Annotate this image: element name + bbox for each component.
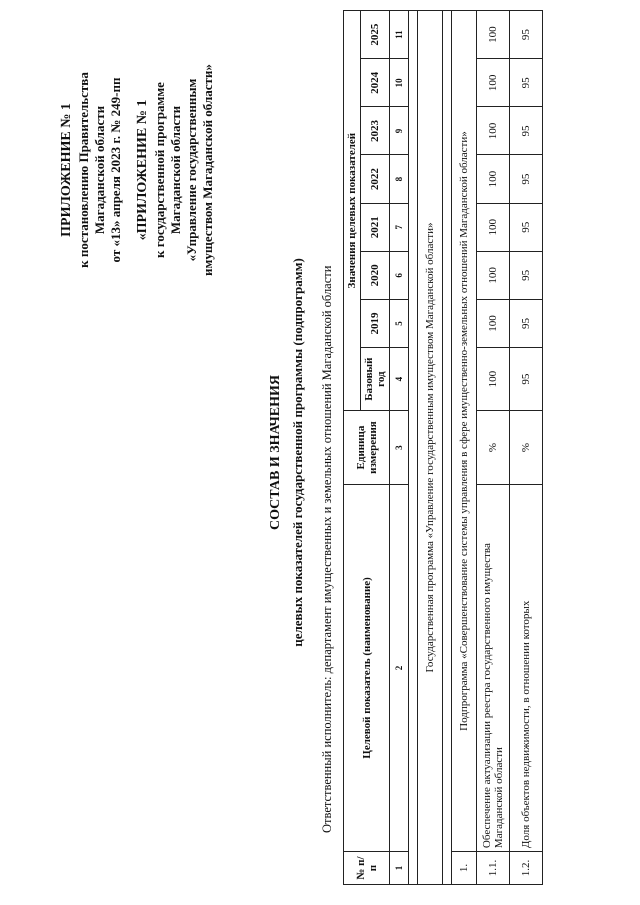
row-number: 1.2.: [510, 852, 543, 885]
col-header-name: Целевой показатель (наименование): [344, 484, 390, 851]
row-value: 100: [477, 59, 510, 107]
row-number: 1.1.: [477, 852, 510, 885]
column-number: 4: [390, 348, 409, 411]
row-value: 95: [510, 107, 543, 155]
table-header-row: [344, 11, 361, 885]
column-number: 8: [390, 155, 409, 203]
row-indicator-name: Обеспечение актуализации реестра государственного имущества Магаданской области: [477, 484, 510, 851]
col-header-base: Базовый год: [361, 348, 390, 411]
subprogram-title: Подпрограмма «Совершенствование системы управления в сфере имущественно-земельных отношений Магаданской области»: [452, 11, 477, 852]
year-header: 2024: [361, 59, 390, 107]
column-number: 10: [390, 59, 409, 107]
row-value: 100: [477, 203, 510, 251]
row-value: 95: [510, 203, 543, 251]
year-header: 2020: [361, 251, 390, 299]
table-row: [477, 11, 510, 885]
program-title: Государственная программа «Управление государственным имуществом Магаданской области»: [418, 11, 443, 885]
column-number: 3: [390, 411, 409, 484]
appendix-line: «Управление государственным: [184, 78, 199, 262]
column-number: 2: [390, 484, 409, 851]
column-number: 11: [390, 11, 409, 59]
appendix-header: [58, 40, 216, 300]
col-header-unit: Единица измерения: [344, 411, 390, 484]
row-unit: %: [510, 411, 543, 484]
appendix-line: от «13» апреля 2023 г. № 249-пп: [108, 77, 123, 263]
appendix-line: к государственной программе: [152, 82, 167, 258]
column-number: 5: [390, 299, 409, 347]
row-value: 95: [510, 59, 543, 107]
appendix-line: к постановлению Правительства: [76, 72, 91, 268]
year-header: 2025: [361, 11, 390, 59]
row-value: 95: [510, 155, 543, 203]
row-value: 100: [477, 11, 510, 59]
row-unit: %: [477, 411, 510, 484]
row-value: 95: [510, 11, 543, 59]
indicators-table: [343, 10, 543, 885]
appendix-title: ПРИЛОЖЕНИЕ № 1: [59, 103, 74, 237]
row-value: 100: [477, 251, 510, 299]
spacer-row: [409, 11, 418, 885]
subprogram-number: 1.: [452, 852, 477, 885]
appendix-title-2: «ПРИЛОЖЕНИЕ № 1: [135, 99, 150, 241]
column-number: 7: [390, 203, 409, 251]
column-number: 9: [390, 107, 409, 155]
table-row: [510, 11, 543, 885]
col-header-values: Значения целевых показателей: [344, 11, 361, 411]
column-numbers-row: [390, 11, 409, 885]
col-header-no: № п/п: [344, 852, 390, 885]
row-value: 95: [510, 299, 543, 347]
year-header: 2021: [361, 203, 390, 251]
subprogram-row: [452, 11, 477, 885]
row-value: 100: [477, 299, 510, 347]
row-base-value: 95: [510, 348, 543, 411]
row-base-value: 100: [477, 348, 510, 411]
appendix-line: Магаданской области: [92, 105, 107, 235]
spacer-row: [443, 11, 452, 885]
document-subtitle: целевых показателей государственной программы (подпрограмм): [290, 258, 305, 647]
column-number: 1: [390, 852, 409, 885]
year-header: 2019: [361, 299, 390, 347]
appendix-line: Магаданской области: [168, 105, 183, 235]
year-header: 2022: [361, 155, 390, 203]
year-header: 2023: [361, 107, 390, 155]
column-number: 6: [390, 251, 409, 299]
program-row: [418, 11, 443, 885]
row-value: 100: [477, 155, 510, 203]
appendix-line: имуществом Магаданской области»: [200, 64, 215, 276]
row-indicator-name: Доля объектов недвижимости, в отношении которых: [510, 484, 543, 851]
responsible-executor: Ответственный исполнитель: департамент имущественных и земельных отношений Магаданской области: [320, 265, 334, 833]
row-value: 100: [477, 107, 510, 155]
row-value: 95: [510, 251, 543, 299]
document-title: СОСТАВ И ЗНАЧЕНИЯ: [268, 374, 283, 531]
